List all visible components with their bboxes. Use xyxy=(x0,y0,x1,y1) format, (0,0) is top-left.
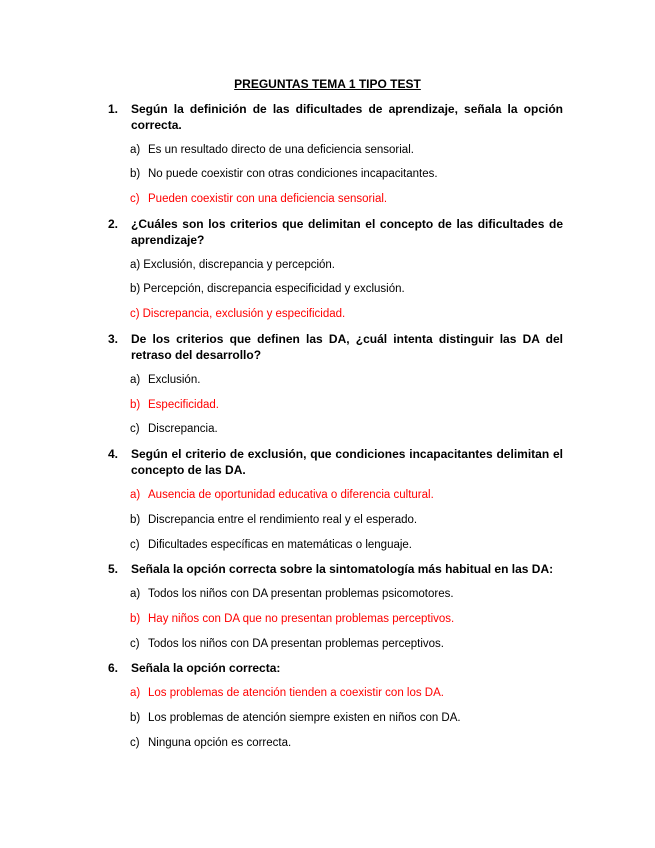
option-text: Dificultades específicas en matemáticas o lenguaje. xyxy=(148,539,413,551)
page-title: PREGUNTAS TEMA 1 TIPO TEST xyxy=(234,77,421,91)
question-text: Según el criterio de exclusión, que condiciones incapacitantes delimitan el concepto de las DA. xyxy=(131,447,563,477)
question-1-option-b xyxy=(130,166,570,182)
option-text: Percepción, discrepancia especificidad y exclusión. xyxy=(143,283,405,295)
question-2-option-a xyxy=(130,257,570,273)
option-letter: b) xyxy=(130,712,141,724)
question-6 xyxy=(108,660,563,676)
option-text: Es un resultado directo de una deficiencia sensorial. xyxy=(148,144,414,156)
option-letter: c) xyxy=(130,638,140,650)
option-letter: a) xyxy=(130,374,141,386)
option-letter: a) xyxy=(130,687,141,699)
question-2-option-b xyxy=(130,281,570,297)
question-1-option-a xyxy=(130,142,570,158)
option-text: Exclusión, discrepancia y percepción. xyxy=(143,259,336,271)
option-letter: b) xyxy=(130,613,141,625)
option-text: No puede coexistir con otras condiciones incapacitantes. xyxy=(148,168,438,180)
question-5-option-b xyxy=(130,611,570,627)
question-5-option-a xyxy=(130,586,570,602)
question-3-option-b xyxy=(130,397,570,413)
option-letter: c) xyxy=(130,308,140,320)
option-text: Los problemas de atención siempre existen en niños con DA. xyxy=(148,712,461,724)
question-5 xyxy=(108,561,563,577)
option-letter: b) xyxy=(130,514,141,526)
question-3-option-a xyxy=(130,372,570,388)
option-text: Discrepancia entre el rendimiento real y el esperado. xyxy=(148,514,418,526)
question-3 xyxy=(108,331,563,363)
option-text: Los problemas de atención tienden a coexistir con los DA. xyxy=(148,687,444,699)
question-2 xyxy=(108,216,563,248)
question-1 xyxy=(108,101,563,133)
option-letter: b) xyxy=(130,399,141,411)
question-4-option-b xyxy=(130,512,570,528)
question-3-option-c xyxy=(130,421,570,437)
option-letter: b) xyxy=(130,283,141,295)
option-text: Ninguna opción es correcta. xyxy=(148,737,292,749)
option-letter: b) xyxy=(130,168,141,180)
question-text: Señala la opción correcta sobre la sintomatología más habitual en las DA: xyxy=(131,562,554,576)
question-4 xyxy=(108,446,563,478)
option-text: Discrepancia, exclusión y especificidad. xyxy=(142,308,346,320)
question-text: De los criterios que definen las DA, ¿cuál intenta distinguir las DA del retraso del desarrollo? xyxy=(131,332,563,362)
option-text: Exclusión. xyxy=(148,374,201,386)
option-letter: a) xyxy=(130,259,141,271)
question-number: 6. xyxy=(108,661,119,675)
option-text: Todos los niños con DA presentan problemas psicomotores. xyxy=(148,588,454,600)
question-2-option-c xyxy=(130,306,570,322)
question-6-option-c xyxy=(130,735,570,751)
option-letter: a) xyxy=(130,489,141,501)
option-text: Ausencia de oportunidad educativa o diferencia cultural. xyxy=(148,489,434,501)
question-4-option-a xyxy=(130,487,570,503)
option-letter: c) xyxy=(130,539,140,551)
option-text: Pueden coexistir con una deficiencia sensorial. xyxy=(148,193,388,205)
option-text: Hay niños con DA que no presentan problemas perceptivos. xyxy=(148,613,455,625)
option-letter: c) xyxy=(130,423,140,435)
question-text: Señala la opción correcta: xyxy=(131,661,281,675)
question-4-option-c xyxy=(130,537,570,553)
option-text: Especificidad. xyxy=(148,399,219,411)
question-1-option-c xyxy=(130,191,570,207)
option-text: Todos los niños con DA presentan problemas perceptivos. xyxy=(148,638,444,650)
option-letter: c) xyxy=(130,193,140,205)
option-letter: a) xyxy=(130,588,141,600)
option-letter: a) xyxy=(130,144,141,156)
question-text: Según la definición de las dificultades de aprendizaje, señala la opción correcta. xyxy=(131,102,563,132)
question-6-option-a xyxy=(130,685,570,701)
question-number: 5. xyxy=(108,562,119,576)
question-5-option-c xyxy=(130,636,570,652)
question-6-option-b xyxy=(130,710,570,726)
option-text: Discrepancia. xyxy=(148,423,218,435)
question-number: 4. xyxy=(108,447,119,461)
question-number: 2. xyxy=(108,217,119,231)
question-number: 3. xyxy=(108,332,119,346)
option-letter: c) xyxy=(130,737,140,749)
question-number: 1. xyxy=(108,102,119,116)
question-text: ¿Cuáles son los criterios que delimitan el concepto de las dificultades de aprendizaje? xyxy=(131,217,563,247)
